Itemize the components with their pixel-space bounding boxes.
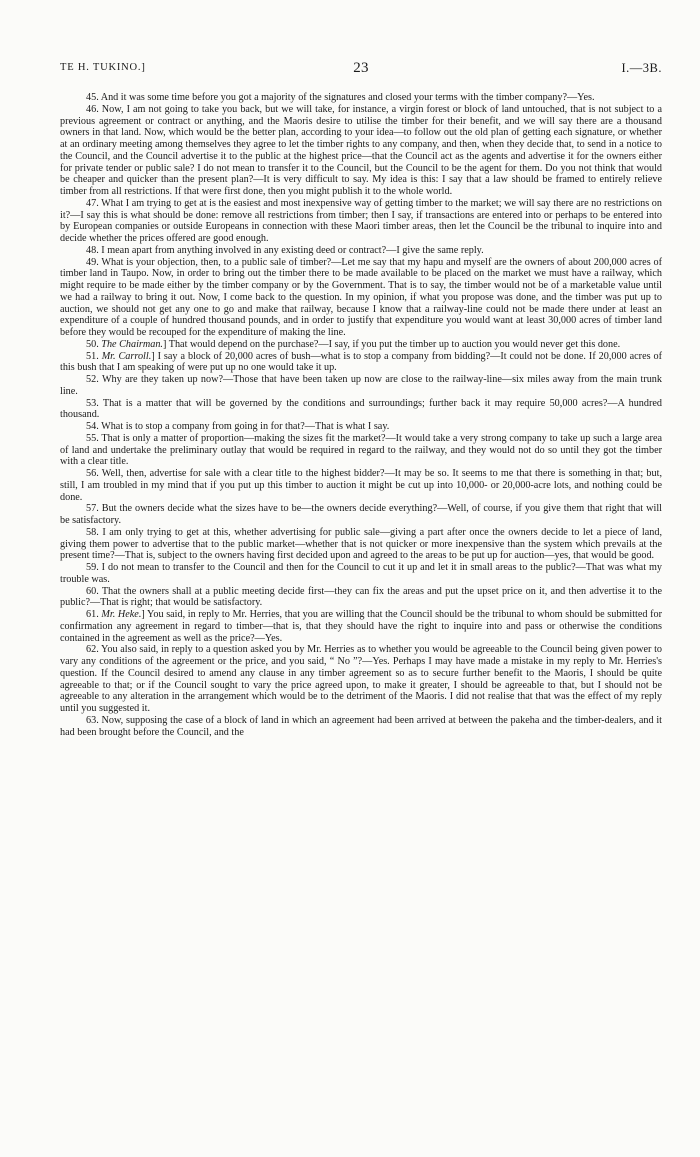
header-paper-reference: I.—3B. <box>621 61 662 75</box>
paragraph-49: 49. What is your objection, then, to a public sale of timber?—Let me say that my hapu and myself are the owners of about 200,000 acres of timber land in Taupo. Now, in order to bring out the timber there to be made available to be placed on the market we must have a railway, which might require to be made either by the timber company or by the Government. That is to say, the timber would not be of a marketable value until we had a railway to bring it out. Now, I come back to the question. In my opinion, if what you propose was done, and the timber was put up to auction, we should not get any one to go and make that railway, because I know that a railway-line could not be made there under at least an expenditure of a couple of hundred thousand pounds, and in order to justify that expenditure you would want at least 30,000 acres of timber land before they would be recouped for the expenditure of making the line. <box>60 256 662 338</box>
paragraph-53: 53. That is a matter that will be governed by the conditions and surroundings; further back it may require 50,000 acres?—A hundred thousand. <box>60 397 662 421</box>
paragraph-56: 56. Well, then, advertise for sale with a clear title to the highest bidder?—It may be so. It seems to me that there is something in that; but, still, I am troubled in my mind that if you put up this timber to auction it might be cut up into 10,000- or 20,000-acre lots, and nothing could be done. <box>60 468 662 503</box>
paragraph-59: 59. I do not mean to transfer to the Council and then for the Council to cut it up and let it in small areas to the public?—That was what my trouble was. <box>60 562 662 585</box>
header-witness-name: TE H. TUKINO.] <box>60 62 146 73</box>
paragraph-45: 45. And it was some time before you got a majority of the signatures and closed your terms with the timber company?—Yes. <box>86 92 595 103</box>
paragraph-62: 62. You also said, in reply to a question asked you by Mr. Herries as to whether you would be agreeable to the Council being given power to vary any conditions of the agreement or the price, and you said, “ No ”?—Yes. Perhaps I may have made a mistake in my reply to Mr. Herries's question. If the Council desired to amend any clause in any timber agreement so as to secure further benefit to the Maoris, I should be quite agreeable to that; or if the Council sought to vary the price agreed upon, to make it greater, I should be agreeable to that, but I should not be agreeable to any alteration in the arrangement which would be to the detriment of the Maoris. I did not realise that that was the effect of my reply until you suggested it. <box>60 644 662 714</box>
paragraph-58: 58. I am only trying to get at this, whether advertising for public sale—giving a part after once the owners decide to let a piece of land, giving them power to advertise that to the public market—whether that is not quicker or more inexpensive than the system which prevails at the present time?—That is, subject to the owners having first decided upon and agreed to the areas to be put up for auction—yes, that would be good. <box>60 526 662 562</box>
paragraph-60: 60. That the owners shall at a public meeting decide first—they can fix the areas and put the upset price on it, and then advertise it to the public?—That is right; that would be satisfactory. <box>60 585 662 609</box>
paragraph-47: 47. What I am trying to get at is the easiest and most inexpensive way of getting timber to the market; we will say there are no restrictions on it?—I say this is what should be done: remove all restrictions from timber; then I say, if transactions are entered into or perhaps to be entered into by European companies or outside Europeans in connection with these Maori timber areas, then let the Council be the tribunal to inquire into and decide whether the prices offered are good enough. <box>60 197 662 244</box>
evidence-text <box>60 92 662 738</box>
paragraph-48: 48. I mean apart from anything involved in any existing deed or contract?—I give the same reply. <box>86 244 484 256</box>
paragraph-52: 52. Why are they taken up now?—Those that have been taken up now are close to the railway-line—six miles away from the main trunk line. <box>60 374 662 397</box>
paragraph-54: 54. What is to stop a company from going in for that?—That is what I say. <box>86 421 390 432</box>
paragraph-63: 63. Now, supposing the case of a block of land in which an agreement had been arrived at between the pakeha and the timber-dealers, and it had been brought before the Council, and the <box>60 714 662 738</box>
paragraph-46: 46. Now, I am not going to take you back, but we will take, for instance, a virgin forest or block of land untouched, that is not subject to a previous agreement or contract or anything, and the Maoris desire to utilise the timber for their benefit, and we will say there are a thousand owners in that land. Now, which would be the better plan, according to your idea—to follow out the old plan of getting each signature, or whether at an ordinary meeting among themselves they agree to let the timber rights to any company, and then, when they decide that, to send in a notice to the Council, and the Council advertise it to the public at the highest price—that the Council act as the agents and advertise it for the owners either for private tender or public sale? I do not mean to transfer it to the Council, but the Council to be the agent for them. Do you not think that would be cheaper and quicker than the present plan?—It is very difficult to say. My idea is this: I say that a law should be framed to entirely relieve timber from all restrictions. If that were first done, then you might publish it to the whole world. <box>60 103 662 197</box>
paragraph-50: 50. The Chairman.] That would depend on the purchase?—I say, if you put the timber up to auction you would never get this done. <box>86 338 621 350</box>
paragraph-51: 51. Mr. Carroll.] I say a block of 20,000 acres of bush—what is to stop a company from bidding?—It could not be done. If 20,000 acres of this bush that I am speaking of were put up no one would take it up. <box>60 350 662 374</box>
paragraph-57: 57. But the owners decide what the sizes have to be—the owners decide everything?—Well, of course, if you give them that right that will be satisfactory. <box>60 503 662 526</box>
page-number: 23 <box>353 60 369 76</box>
page-header <box>60 62 662 80</box>
paragraph-55: 55. That is only a matter of proportion—making the sizes fit the market?—It would take a very strong company to take up such a large area of land and undertake the preliminary outlay that would be required in regard to the railway, and they would not do so until they got the timber with a clear title. <box>60 432 662 468</box>
paragraph-61: 61. Mr. Heke.] You said, in reply to Mr. Herries, that you are willing that the Council should be the tribunal to whom should be submitted for confirmation any agreement in regard to timber—that is, that they should have the right to inquire into and pass or otherwise the conditions contained in the agreement as well as the price?—Yes. <box>60 609 663 644</box>
